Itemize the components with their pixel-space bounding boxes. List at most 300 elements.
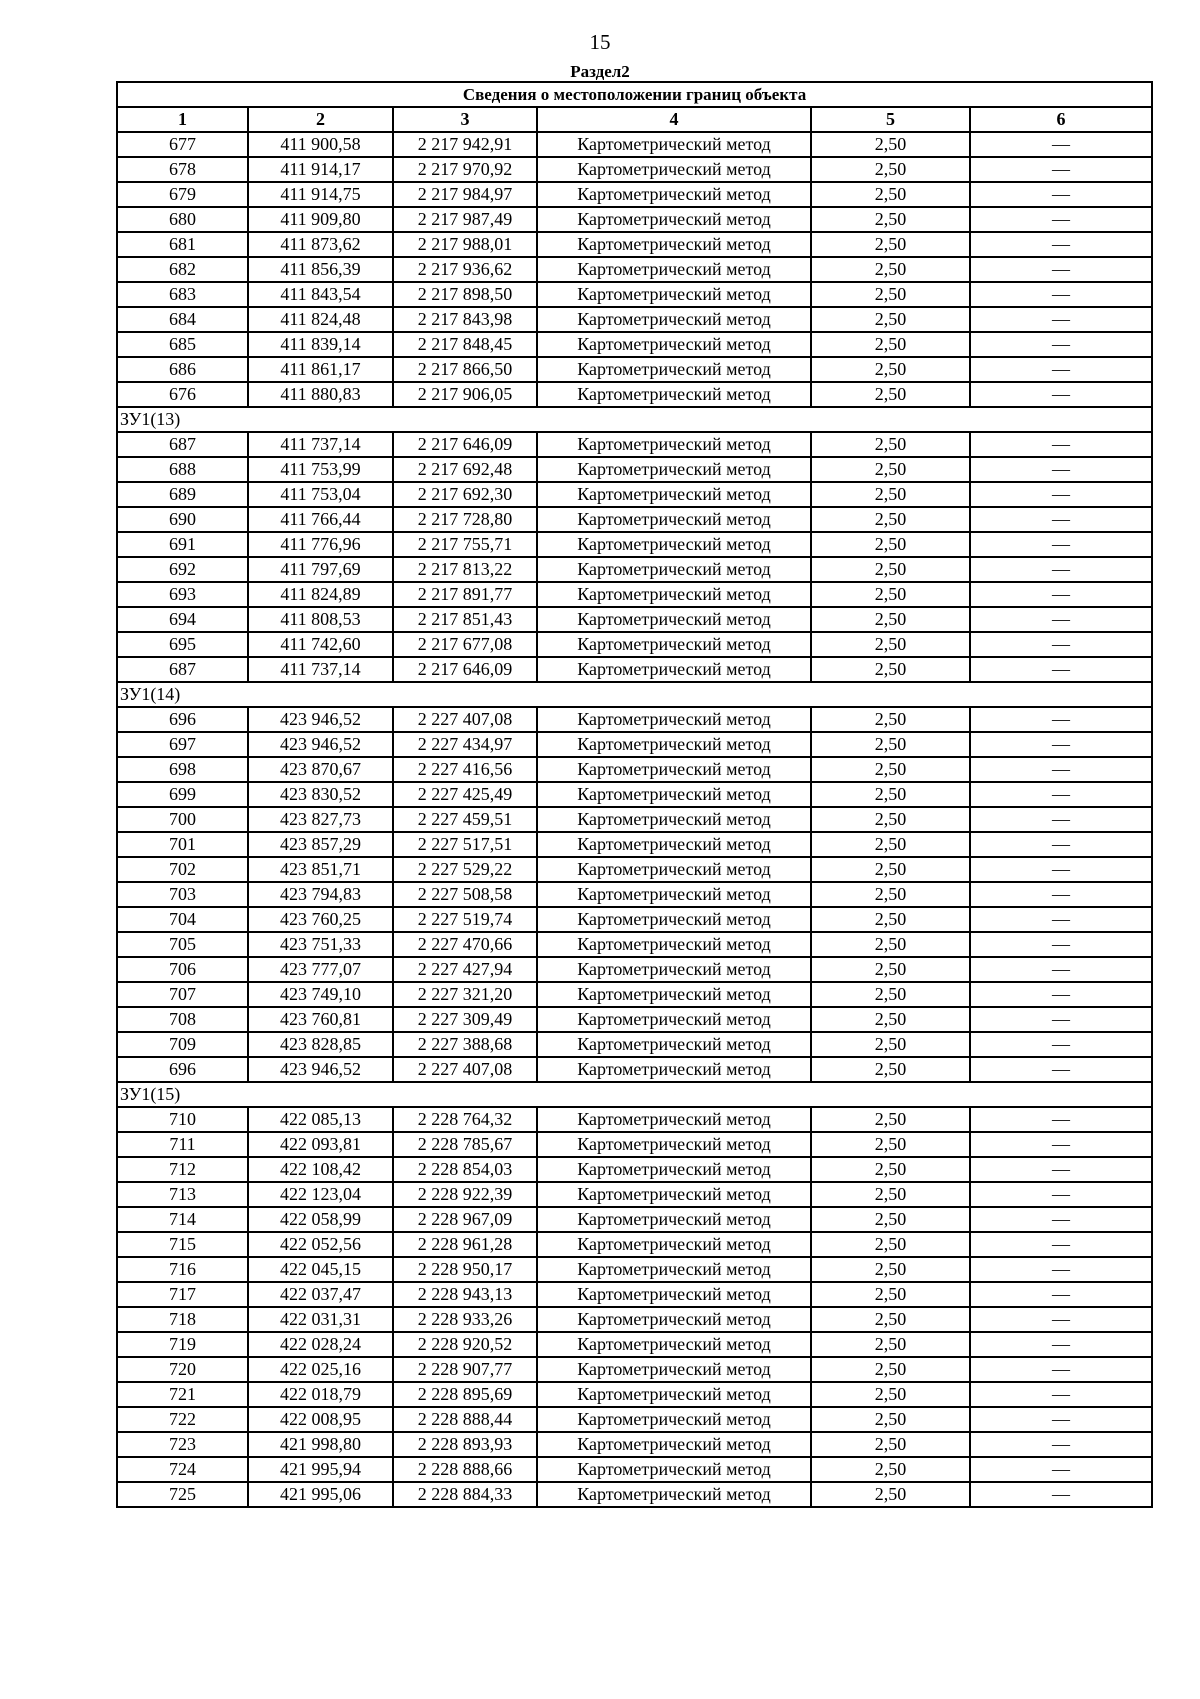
accuracy-cell: 2,50 (811, 757, 970, 782)
method-cell: Картометрический метод (537, 1132, 811, 1157)
coord-x-cell: 411 766,44 (248, 507, 393, 532)
coord-y-cell: 2 217 646,09 (393, 657, 537, 682)
note-cell: — (970, 1457, 1152, 1482)
coord-y-cell: 2 228 893,93 (393, 1432, 537, 1457)
accuracy-cell: 2,50 (811, 607, 970, 632)
coord-x-cell: 422 123,04 (248, 1182, 393, 1207)
coord-x-cell: 423 830,52 (248, 782, 393, 807)
coord-y-cell: 2 227 425,49 (393, 782, 537, 807)
point-number-cell: 693 (117, 582, 248, 607)
point-number-cell: 694 (117, 607, 248, 632)
table-row (117, 557, 1152, 582)
coord-y-cell: 2 217 813,22 (393, 557, 537, 582)
note-cell: — (970, 432, 1152, 457)
accuracy-cell: 2,50 (811, 982, 970, 1007)
method-cell: Картометрический метод (537, 382, 811, 407)
accuracy-cell: 2,50 (811, 1007, 970, 1032)
table-row (117, 432, 1152, 457)
group-label: ЗУ1(13) (117, 407, 1152, 432)
method-cell: Картометрический метод (537, 1457, 811, 1482)
table-row (117, 1432, 1152, 1457)
note-cell: — (970, 982, 1152, 1007)
coord-y-cell: 2 217 646,09 (393, 432, 537, 457)
note-cell: — (970, 1157, 1152, 1182)
coord-y-cell: 2 217 677,08 (393, 632, 537, 657)
accuracy-cell: 2,50 (811, 657, 970, 682)
table-row (117, 357, 1152, 382)
table-row (117, 632, 1152, 657)
point-number-cell: 712 (117, 1157, 248, 1182)
accuracy-cell: 2,50 (811, 907, 970, 932)
method-cell: Картометрический метод (537, 1332, 811, 1357)
coord-y-cell: 2 227 517,51 (393, 832, 537, 857)
point-number-cell: 690 (117, 507, 248, 532)
note-cell: — (970, 1132, 1152, 1157)
method-cell: Картометрический метод (537, 907, 811, 932)
accuracy-cell: 2,50 (811, 1307, 970, 1332)
accuracy-cell: 2,50 (811, 732, 970, 757)
table-row (117, 482, 1152, 507)
method-cell: Картометрический метод (537, 557, 811, 582)
note-cell: — (970, 707, 1152, 732)
note-cell: — (970, 1032, 1152, 1057)
point-number-cell: 689 (117, 482, 248, 507)
point-number-cell: 701 (117, 832, 248, 857)
accuracy-cell: 2,50 (811, 232, 970, 257)
method-cell: Картометрический метод (537, 1407, 811, 1432)
coord-y-cell: 2 227 519,74 (393, 907, 537, 932)
accuracy-cell: 2,50 (811, 1257, 970, 1282)
method-cell: Картометрический метод (537, 932, 811, 957)
accuracy-cell: 2,50 (811, 382, 970, 407)
coord-y-cell: 2 217 906,05 (393, 382, 537, 407)
coord-x-cell: 423 827,73 (248, 807, 393, 832)
coord-y-cell: 2 228 764,32 (393, 1107, 537, 1132)
coord-x-cell: 422 037,47 (248, 1282, 393, 1307)
table-row (117, 732, 1152, 757)
coord-y-cell: 2 227 470,66 (393, 932, 537, 957)
table-row (117, 1107, 1152, 1132)
table-row (117, 957, 1152, 982)
table-row (117, 532, 1152, 557)
method-cell: Картометрический метод (537, 1057, 811, 1082)
accuracy-cell: 2,50 (811, 482, 970, 507)
coord-x-cell: 421 995,94 (248, 1457, 393, 1482)
method-cell: Картометрический метод (537, 282, 811, 307)
coord-x-cell: 423 946,52 (248, 707, 393, 732)
table-row (117, 582, 1152, 607)
point-number-cell: 695 (117, 632, 248, 657)
accuracy-cell: 2,50 (811, 207, 970, 232)
table-row (117, 232, 1152, 257)
coord-y-cell: 2 228 884,33 (393, 1482, 537, 1507)
accuracy-cell: 2,50 (811, 1382, 970, 1407)
coord-y-cell: 2 217 848,45 (393, 332, 537, 357)
accuracy-cell: 2,50 (811, 182, 970, 207)
point-number-cell: 707 (117, 982, 248, 1007)
method-cell: Картометрический метод (537, 882, 811, 907)
accuracy-cell: 2,50 (811, 257, 970, 282)
point-number-cell: 705 (117, 932, 248, 957)
coord-y-cell: 2 227 434,97 (393, 732, 537, 757)
table-row (117, 782, 1152, 807)
coord-x-cell: 421 995,06 (248, 1482, 393, 1507)
coord-x-cell: 422 025,16 (248, 1357, 393, 1382)
method-cell: Картометрический метод (537, 1307, 811, 1332)
method-cell: Картометрический метод (537, 1007, 811, 1032)
point-number-cell: 678 (117, 157, 248, 182)
note-cell: — (970, 557, 1152, 582)
note-cell: — (970, 307, 1152, 332)
method-cell: Картометрический метод (537, 332, 811, 357)
accuracy-cell: 2,50 (811, 1232, 970, 1257)
coord-x-cell: 423 828,85 (248, 1032, 393, 1057)
table-row (117, 157, 1152, 182)
note-cell: — (970, 482, 1152, 507)
accuracy-cell: 2,50 (811, 1207, 970, 1232)
note-cell: — (970, 232, 1152, 257)
coord-y-cell: 2 217 942,91 (393, 132, 537, 157)
note-cell: — (970, 807, 1152, 832)
coord-y-cell: 2 228 961,28 (393, 1232, 537, 1257)
method-cell: Картометрический метод (537, 607, 811, 632)
coord-y-cell: 2 217 891,77 (393, 582, 537, 607)
accuracy-cell: 2,50 (811, 332, 970, 357)
accuracy-cell: 2,50 (811, 857, 970, 882)
point-number-cell: 676 (117, 382, 248, 407)
coord-x-cell: 422 008,95 (248, 1407, 393, 1432)
note-cell: — (970, 1232, 1152, 1257)
table-row (117, 382, 1152, 407)
point-number-cell: 704 (117, 907, 248, 932)
table-row (117, 757, 1152, 782)
table-row (117, 1407, 1152, 1432)
accuracy-cell: 2,50 (811, 807, 970, 832)
point-number-cell: 720 (117, 1357, 248, 1382)
method-cell: Картометрический метод (537, 807, 811, 832)
method-cell: Картометрический метод (537, 357, 811, 382)
table-row (117, 132, 1152, 157)
coord-y-cell: 2 227 407,08 (393, 1057, 537, 1082)
table-row (117, 332, 1152, 357)
page-number: 15 (589, 30, 611, 54)
coord-x-cell: 411 909,80 (248, 207, 393, 232)
accuracy-cell: 2,50 (811, 457, 970, 482)
table-title-row (117, 82, 1152, 107)
method-cell: Картометрический метод (537, 507, 811, 532)
table-row (117, 207, 1152, 232)
accuracy-cell: 2,50 (811, 157, 970, 182)
note-cell: — (970, 857, 1152, 882)
method-cell: Картометрический метод (537, 307, 811, 332)
point-number-cell: 681 (117, 232, 248, 257)
coord-y-cell: 2 227 529,22 (393, 857, 537, 882)
coord-x-cell: 411 776,96 (248, 532, 393, 557)
point-number-cell: 680 (117, 207, 248, 232)
column-header: 5 (811, 107, 970, 132)
accuracy-cell: 2,50 (811, 1282, 970, 1307)
method-cell: Картометрический метод (537, 1232, 811, 1257)
accuracy-cell: 2,50 (811, 532, 970, 557)
column-header: 3 (393, 107, 537, 132)
boundary-table (116, 81, 1153, 1508)
method-cell: Картометрический метод (537, 207, 811, 232)
point-number-cell: 718 (117, 1307, 248, 1332)
coord-x-cell: 422 058,99 (248, 1207, 393, 1232)
table-row (117, 1282, 1152, 1307)
point-number-cell: 698 (117, 757, 248, 782)
table-row (117, 1032, 1152, 1057)
note-cell: — (970, 207, 1152, 232)
table-row (117, 1482, 1152, 1507)
note-cell: — (970, 1432, 1152, 1457)
note-cell: — (970, 282, 1152, 307)
accuracy-cell: 2,50 (811, 1332, 970, 1357)
note-cell: — (970, 882, 1152, 907)
coord-y-cell: 2 228 967,09 (393, 1207, 537, 1232)
coord-x-cell: 422 052,56 (248, 1232, 393, 1257)
note-cell: — (970, 907, 1152, 932)
note-cell: — (970, 607, 1152, 632)
method-cell: Картометрический метод (537, 1282, 811, 1307)
note-cell: — (970, 582, 1152, 607)
accuracy-cell: 2,50 (811, 1107, 970, 1132)
method-cell: Картометрический метод (537, 1207, 811, 1232)
point-number-cell: 709 (117, 1032, 248, 1057)
table-title: Сведения о местоположении границ объекта (117, 82, 1152, 107)
coord-x-cell: 411 808,53 (248, 607, 393, 632)
coord-y-cell: 2 227 459,51 (393, 807, 537, 832)
coord-y-cell: 2 227 321,20 (393, 982, 537, 1007)
note-cell: — (970, 507, 1152, 532)
coord-y-cell: 2 217 984,97 (393, 182, 537, 207)
method-cell: Картометрический метод (537, 732, 811, 757)
table-row (117, 982, 1152, 1007)
method-cell: Картометрический метод (537, 982, 811, 1007)
coord-y-cell: 2 217 898,50 (393, 282, 537, 307)
method-cell: Картометрический метод (537, 1182, 811, 1207)
note-cell: — (970, 1182, 1152, 1207)
coord-x-cell: 422 028,24 (248, 1332, 393, 1357)
note-cell: — (970, 832, 1152, 857)
note-cell: — (970, 457, 1152, 482)
accuracy-cell: 2,50 (811, 357, 970, 382)
table-row (117, 1007, 1152, 1032)
note-cell: — (970, 1382, 1152, 1407)
note-cell: — (970, 1207, 1152, 1232)
coord-x-cell: 423 760,25 (248, 907, 393, 932)
coord-y-cell: 2 228 950,17 (393, 1257, 537, 1282)
column-header: 1 (117, 107, 248, 132)
group-row (117, 407, 1152, 432)
method-cell: Картометрический метод (537, 457, 811, 482)
accuracy-cell: 2,50 (811, 432, 970, 457)
accuracy-cell: 2,50 (811, 1407, 970, 1432)
coord-y-cell: 2 227 407,08 (393, 707, 537, 732)
point-number-cell: 688 (117, 457, 248, 482)
table-row (117, 1382, 1152, 1407)
point-number-cell: 692 (117, 557, 248, 582)
coord-x-cell: 411 824,48 (248, 307, 393, 332)
method-cell: Картометрический метод (537, 257, 811, 282)
coord-x-cell: 411 843,54 (248, 282, 393, 307)
accuracy-cell: 2,50 (811, 1032, 970, 1057)
accuracy-cell: 2,50 (811, 882, 970, 907)
table-row (117, 607, 1152, 632)
point-number-cell: 677 (117, 132, 248, 157)
coord-y-cell: 2 228 895,69 (393, 1382, 537, 1407)
note-cell: — (970, 1357, 1152, 1382)
method-cell: Картометрический метод (537, 1357, 811, 1382)
note-cell: — (970, 657, 1152, 682)
method-cell: Картометрический метод (537, 1432, 811, 1457)
method-cell: Картометрический метод (537, 832, 811, 857)
coord-x-cell: 411 880,83 (248, 382, 393, 407)
point-number-cell: 713 (117, 1182, 248, 1207)
coord-x-cell: 423 749,10 (248, 982, 393, 1007)
coord-y-cell: 2 227 416,56 (393, 757, 537, 782)
coord-y-cell: 2 227 427,94 (393, 957, 537, 982)
point-number-cell: 725 (117, 1482, 248, 1507)
coord-x-cell: 411 742,60 (248, 632, 393, 657)
coord-y-cell: 2 228 888,44 (393, 1407, 537, 1432)
coord-y-cell: 2 228 888,66 (393, 1457, 537, 1482)
method-cell: Картометрический метод (537, 1032, 811, 1057)
coord-y-cell: 2 217 755,71 (393, 532, 537, 557)
coord-x-cell: 422 031,31 (248, 1307, 393, 1332)
note-cell: — (970, 1482, 1152, 1507)
method-cell: Картометрический метод (537, 232, 811, 257)
note-cell: — (970, 382, 1152, 407)
method-cell: Картометрический метод (537, 582, 811, 607)
point-number-cell: 699 (117, 782, 248, 807)
note-cell: — (970, 1282, 1152, 1307)
accuracy-cell: 2,50 (811, 1182, 970, 1207)
point-number-cell: 703 (117, 882, 248, 907)
coord-x-cell: 411 797,69 (248, 557, 393, 582)
method-cell: Картометрический метод (537, 857, 811, 882)
coord-y-cell: 2 227 508,58 (393, 882, 537, 907)
table-body (117, 132, 1152, 1507)
method-cell: Картометрический метод (537, 632, 811, 657)
coord-x-cell: 422 018,79 (248, 1382, 393, 1407)
note-cell: — (970, 532, 1152, 557)
coord-y-cell: 2 228 943,13 (393, 1282, 537, 1307)
point-number-cell: 687 (117, 432, 248, 457)
table-row (117, 507, 1152, 532)
coord-x-cell: 423 946,52 (248, 1057, 393, 1082)
table-row (117, 907, 1152, 932)
coord-x-cell: 423 777,07 (248, 957, 393, 982)
point-number-cell: 719 (117, 1332, 248, 1357)
coord-x-cell: 411 873,62 (248, 232, 393, 257)
coord-y-cell: 2 227 309,49 (393, 1007, 537, 1032)
coord-x-cell: 423 851,71 (248, 857, 393, 882)
table-row (117, 707, 1152, 732)
table-row (117, 1357, 1152, 1382)
table-row (117, 882, 1152, 907)
coord-y-cell: 2 227 388,68 (393, 1032, 537, 1057)
method-cell: Картометрический метод (537, 1257, 811, 1282)
accuracy-cell: 2,50 (811, 1457, 970, 1482)
note-cell: — (970, 157, 1152, 182)
note-cell: — (970, 932, 1152, 957)
accuracy-cell: 2,50 (811, 1432, 970, 1457)
accuracy-cell: 2,50 (811, 707, 970, 732)
coord-x-cell: 423 751,33 (248, 932, 393, 957)
group-label: ЗУ1(15) (117, 1082, 1152, 1107)
point-number-cell: 691 (117, 532, 248, 557)
accuracy-cell: 2,50 (811, 832, 970, 857)
note-cell: — (970, 257, 1152, 282)
coord-x-cell: 411 753,99 (248, 457, 393, 482)
point-number-cell: 684 (117, 307, 248, 332)
coord-x-cell: 423 870,67 (248, 757, 393, 782)
note-cell: — (970, 957, 1152, 982)
table-row (117, 657, 1152, 682)
coord-y-cell: 2 228 920,52 (393, 1332, 537, 1357)
table-row (117, 1307, 1152, 1332)
point-number-cell: 697 (117, 732, 248, 757)
note-cell: — (970, 1307, 1152, 1332)
method-cell: Картометрический метод (537, 1482, 811, 1507)
method-cell: Картометрический метод (537, 157, 811, 182)
method-cell: Картометрический метод (537, 482, 811, 507)
note-cell: — (970, 132, 1152, 157)
coord-x-cell: 423 857,29 (248, 832, 393, 857)
table-row (117, 257, 1152, 282)
point-number-cell: 708 (117, 1007, 248, 1032)
accuracy-cell: 2,50 (811, 1057, 970, 1082)
point-number-cell: 702 (117, 857, 248, 882)
method-cell: Картометрический метод (537, 182, 811, 207)
coord-x-cell: 411 737,14 (248, 432, 393, 457)
accuracy-cell: 2,50 (811, 507, 970, 532)
coord-x-cell: 423 794,83 (248, 882, 393, 907)
accuracy-cell: 2,50 (811, 132, 970, 157)
method-cell: Картометрический метод (537, 1157, 811, 1182)
accuracy-cell: 2,50 (811, 557, 970, 582)
table-row (117, 1257, 1152, 1282)
point-number-cell: 686 (117, 357, 248, 382)
table-row (117, 282, 1152, 307)
table-row (117, 1332, 1152, 1357)
point-number-cell: 685 (117, 332, 248, 357)
point-number-cell: 706 (117, 957, 248, 982)
note-cell: — (970, 1107, 1152, 1132)
point-number-cell: 711 (117, 1132, 248, 1157)
accuracy-cell: 2,50 (811, 1132, 970, 1157)
coord-x-cell: 411 900,58 (248, 132, 393, 157)
coord-y-cell: 2 217 866,50 (393, 357, 537, 382)
column-header: 2 (248, 107, 393, 132)
coord-x-cell: 421 998,80 (248, 1432, 393, 1457)
table-row (117, 457, 1152, 482)
point-number-cell: 696 (117, 1057, 248, 1082)
coord-y-cell: 2 228 854,03 (393, 1157, 537, 1182)
coord-x-cell: 422 108,42 (248, 1157, 393, 1182)
coord-x-cell: 411 914,75 (248, 182, 393, 207)
point-number-cell: 715 (117, 1232, 248, 1257)
point-number-cell: 717 (117, 1282, 248, 1307)
accuracy-cell: 2,50 (811, 782, 970, 807)
method-cell: Картометрический метод (537, 782, 811, 807)
point-number-cell: 723 (117, 1432, 248, 1457)
table-row (117, 1207, 1152, 1232)
point-number-cell: 679 (117, 182, 248, 207)
coord-y-cell: 2 217 970,92 (393, 157, 537, 182)
method-cell: Картометрический метод (537, 657, 811, 682)
